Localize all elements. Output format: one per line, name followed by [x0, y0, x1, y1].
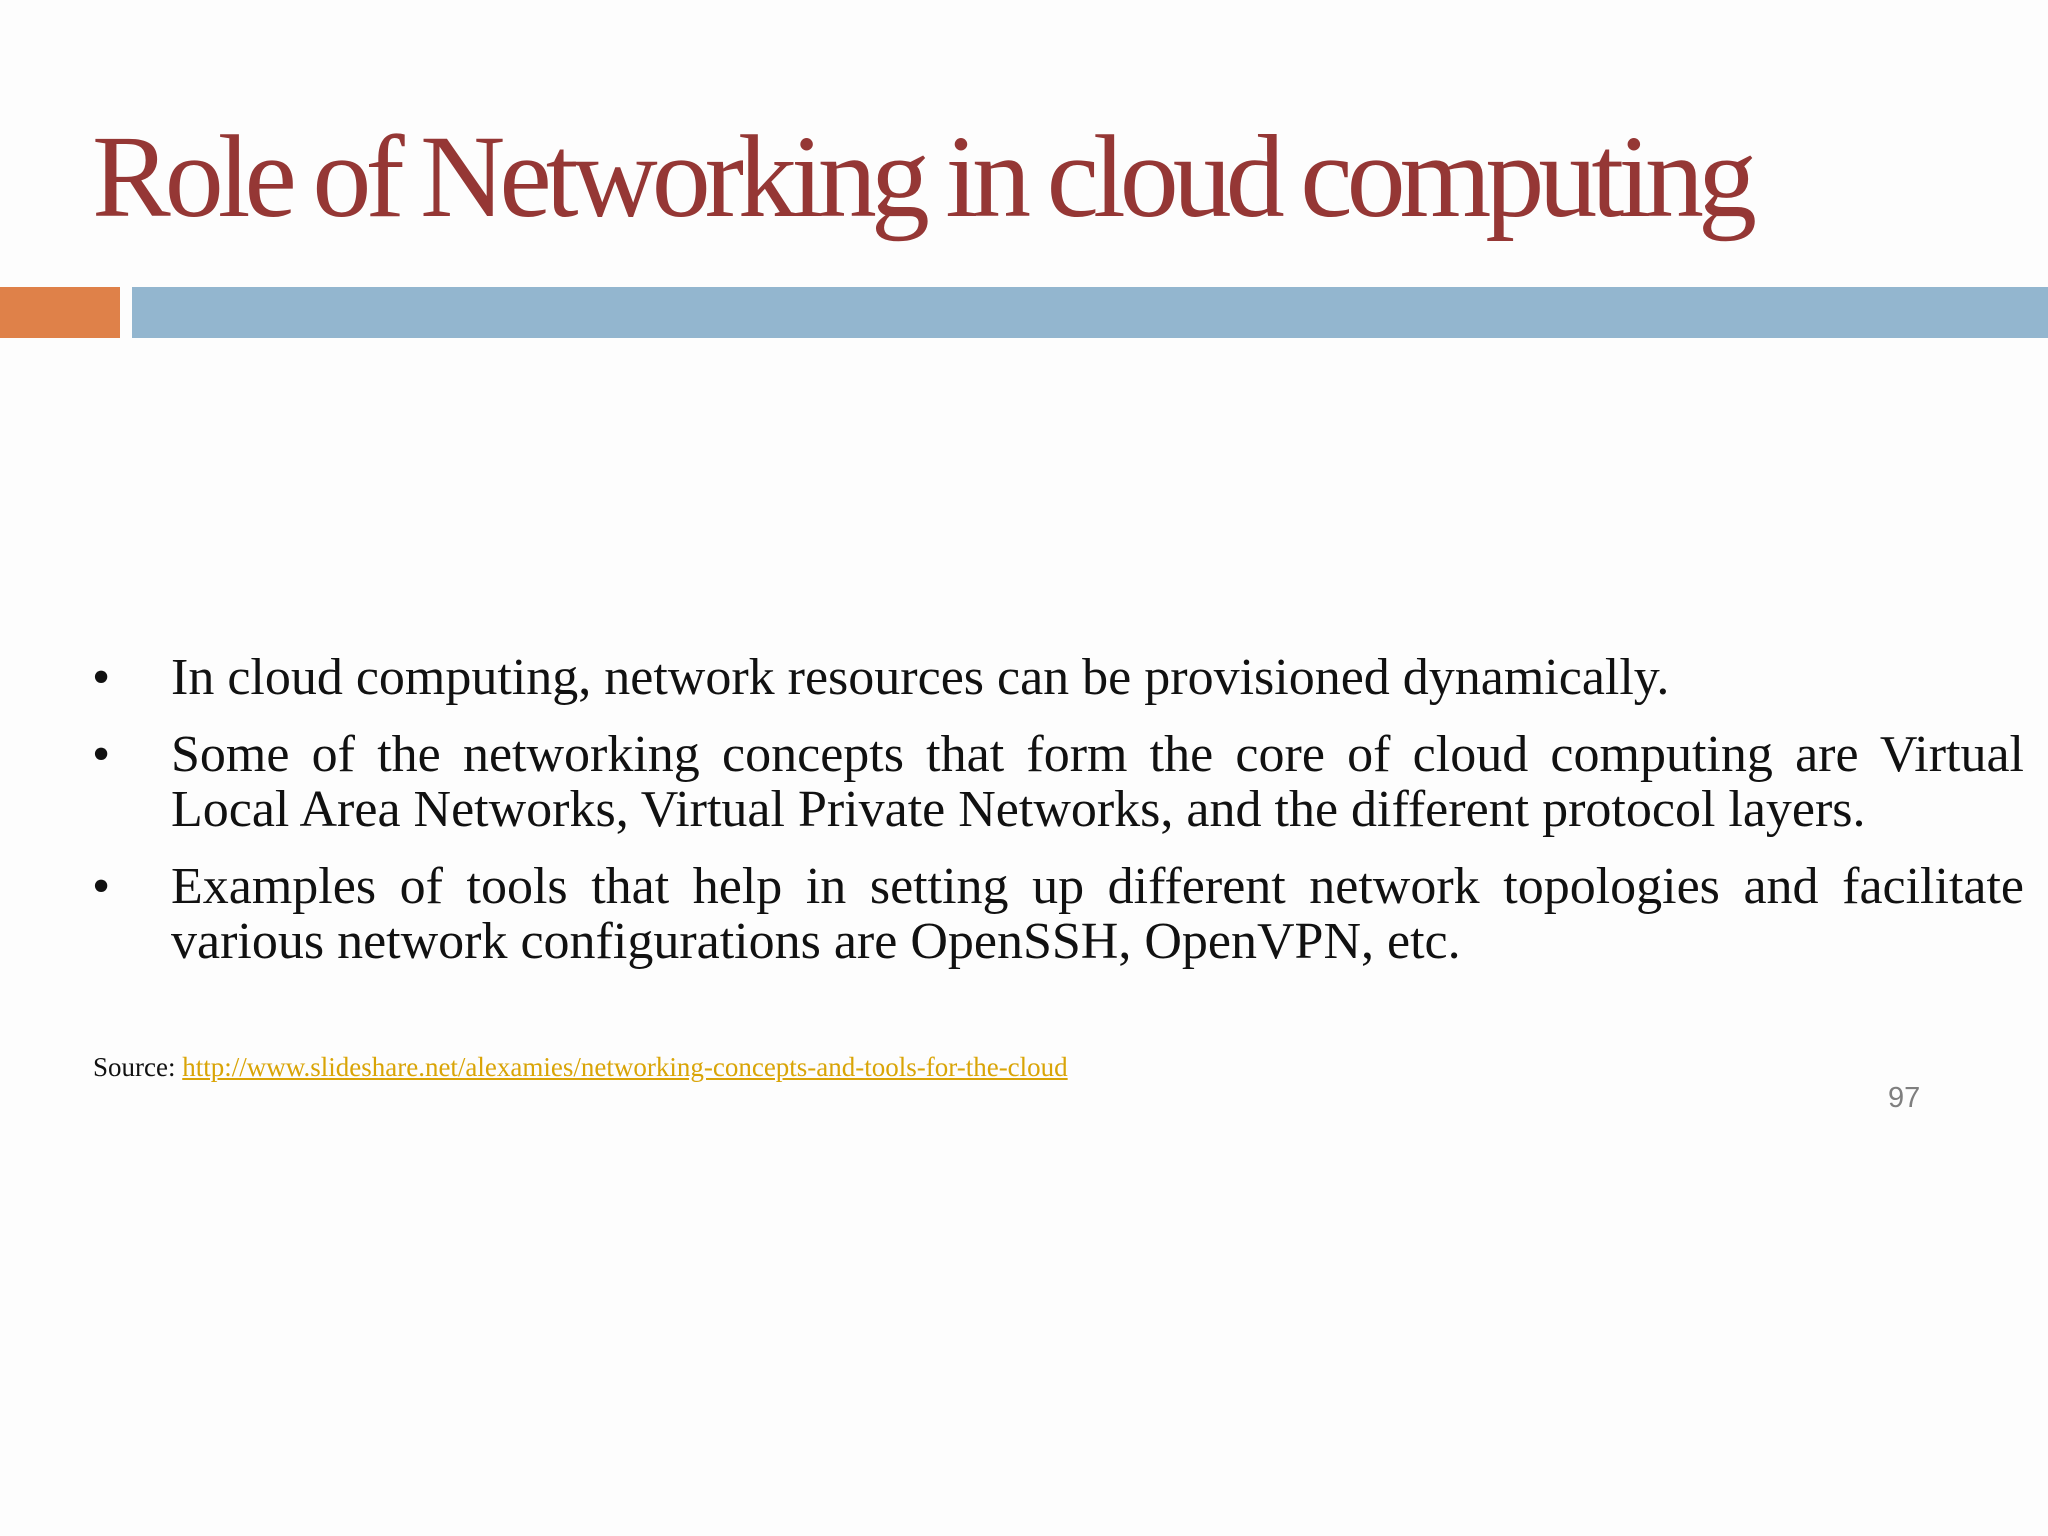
- source-citation: [93, 1052, 1068, 1082]
- source-link[interactable]: http://www.slideshare.net/alexamies/networking-concepts-and-tools-for-the-cloud: [182, 1052, 1068, 1082]
- bullet-text: Some of the networking concepts that form the core of cloud computing are Virtual Local Area Networks, Virtual Private Networks, and the different protocol layers.: [171, 726, 2024, 838]
- title-accent-bar-orange: [0, 287, 120, 338]
- bullet-item: [92, 859, 2024, 969]
- title-accent-bar-blue: [132, 287, 2048, 338]
- bullet-text: In cloud computing, network resources can be provisioned dynamically.: [171, 649, 1670, 706]
- source-label: Source:: [93, 1052, 176, 1082]
- bullet-item: [92, 727, 2024, 837]
- slide-title: Role of Networking in cloud computing: [92, 111, 1751, 242]
- bullet-icon: •: [92, 726, 111, 783]
- bullet-icon: •: [92, 858, 111, 915]
- bullet-item: [92, 650, 2024, 705]
- bullet-list: [92, 650, 2024, 991]
- bullet-text: Examples of tools that help in setting up different network topologies and facilitate various network configurations are OpenSSH, OpenVPN, etc.: [171, 858, 2024, 970]
- page-number: 97: [1888, 1082, 1921, 1114]
- bullet-icon: •: [92, 649, 111, 706]
